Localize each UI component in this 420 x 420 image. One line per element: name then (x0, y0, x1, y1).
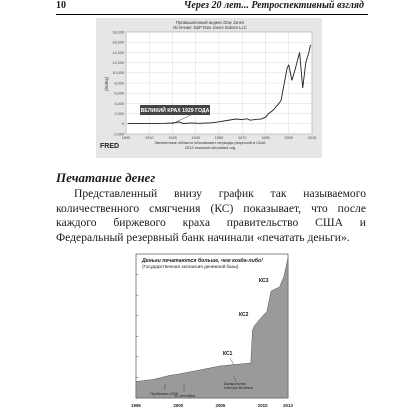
x-tick-label: 2005 (215, 403, 226, 408)
y-tick-label: 12,000 (112, 61, 124, 65)
fred-logo: FRED (100, 143, 120, 150)
chart-caption-line-2: 2013 research.stlouisfed.org (184, 145, 236, 150)
page-header (56, 0, 368, 15)
dow-jones-chart (96, 18, 322, 158)
y-tick-labels (112, 30, 124, 136)
lehman-label-box (224, 382, 258, 396)
x-tick-label: 1985 (261, 136, 270, 140)
lehman-label: Банкротство Lehman Brothers (224, 382, 254, 391)
qe2-label: КС2 (239, 312, 249, 318)
x-tick-label: 2000 (284, 136, 293, 140)
section-heading: Печатание денег (56, 170, 156, 185)
qe3-label: КС3 (259, 278, 269, 284)
y-tick-label: -2,000 (113, 132, 124, 137)
monetary-base-chart (126, 252, 298, 412)
bubble-2000-label: Пробелмы 2000 (150, 392, 179, 396)
x-tick-label: 2015 (307, 136, 317, 140)
x-tick-label: 1895 (121, 136, 131, 140)
x-tick-label: 1995 (131, 403, 141, 408)
y-tick-label: 10,000 (112, 71, 124, 76)
y-tick-label: 18,000 (112, 30, 124, 35)
running-title: Через 20 лет... Ретроспективный взгляд (183, 0, 364, 11)
y-axis-label: (Index) (104, 76, 109, 92)
x-tick-label: 2010 (257, 403, 268, 408)
page-number: 10 (56, 0, 66, 11)
chart2-title-line-1: Деньги печатаются больше, чем когда-либо! (142, 258, 263, 264)
crash-label: ВЕЛИКИЙ КРАХ 1929 ГОДА (140, 108, 210, 114)
chart-title-line-2: Источник: S&P Dow Jones Indices LLC (173, 25, 247, 30)
dow-jones-figure (96, 18, 322, 158)
chart-title-line-1: Промышленный индекс Dow Jones (175, 20, 245, 25)
money-printing-figure (126, 252, 298, 412)
x-tick-label: 1940 (191, 136, 200, 140)
chart-caption-line-1: Затененные области обозначают периоды рецессий в США (154, 140, 266, 145)
x-tick-label: 2000 (173, 403, 184, 408)
sept11-label: 11 сентября (174, 394, 196, 398)
x-tick-label: 1970 (238, 136, 247, 140)
x-tick-label: 1955 (214, 136, 224, 140)
x-tick-label: 1910 (145, 136, 154, 140)
y-tick-label: 8,000 (114, 81, 124, 86)
y-tick-label: 4,000 (114, 101, 124, 106)
y-tick-label: 0 (121, 122, 124, 127)
y-tick-label: 6,000 (114, 91, 124, 96)
x-tick-label: 2013 (283, 403, 293, 408)
x-tick-labels (131, 403, 293, 408)
body-paragraph: Представленный внизу график так называемого количественного смягчения (КС) показывает, что после каждого биржевого краха правительство США и Федеральный резервный банк начинали «печатать деньги». (56, 187, 366, 244)
chart2-title-line-2: (Государственная экспансия денежной базы) (142, 264, 239, 269)
y-tick-label: 2,000 (114, 112, 124, 116)
y-tick-label: 14,000 (112, 50, 124, 55)
x-tick-label: 1925 (168, 136, 177, 140)
y-tick-label: 16,000 (112, 40, 124, 45)
qe1-label: КС1 (223, 351, 233, 357)
